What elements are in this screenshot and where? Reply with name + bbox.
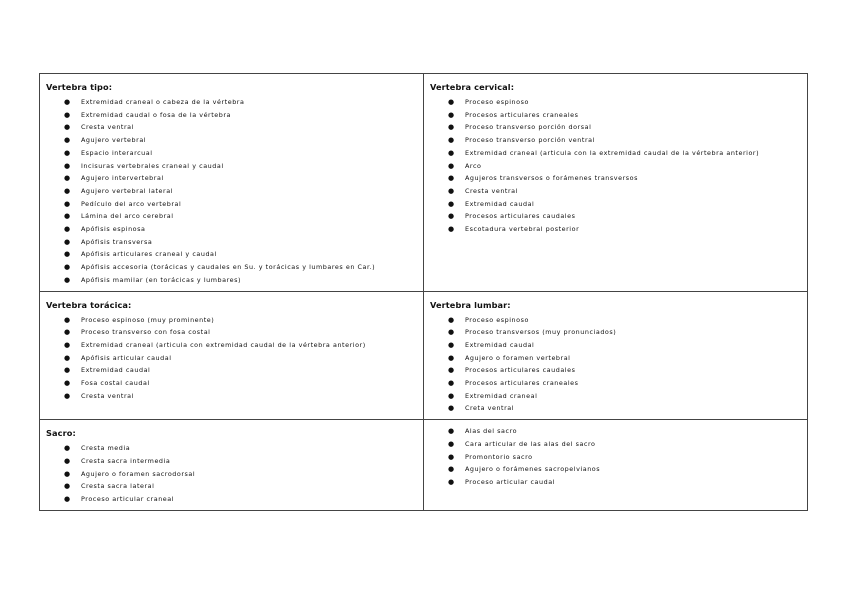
bullet-icon: ●	[64, 482, 71, 491]
cell-title-vertebra-cervical: Vertebra cervical:	[430, 82, 515, 92]
list-item-text: Proceso transversos (muy pronunciados)	[465, 328, 617, 337]
table-row-2	[40, 291, 808, 420]
table-row-1	[40, 74, 808, 292]
list-item-text: Cresta sacra lateral	[81, 482, 155, 491]
bullet-icon: ●	[448, 328, 455, 337]
bullet-icon: ●	[64, 263, 71, 272]
list-item	[448, 377, 803, 390]
list-item	[448, 402, 803, 415]
bullet-icon: ●	[64, 328, 71, 337]
list-item	[64, 274, 419, 287]
list-item	[64, 185, 419, 198]
list-item	[448, 147, 803, 160]
list-item	[64, 236, 419, 249]
bullet-icon: ●	[448, 136, 455, 145]
list-item-text: Procesos articulares craneales	[465, 379, 579, 388]
bullet-icon: ●	[448, 98, 455, 106]
list-item	[64, 455, 419, 468]
list-item	[448, 314, 803, 327]
bullet-icon: ●	[64, 199, 71, 208]
list-item-text: Extremidad craneal (articula con extremidad caudal de la vértebra anterior)	[81, 340, 366, 349]
bullet-icon: ●	[448, 199, 455, 208]
list-item-text: Procesos articulares caudales	[465, 212, 576, 221]
list-item	[448, 160, 803, 173]
list-item-text: Extremidad caudal o fosa de la vértebra	[81, 110, 232, 119]
list-item	[448, 352, 803, 365]
list-item	[64, 134, 419, 147]
bullet-icon: ●	[64, 469, 71, 478]
list-item	[448, 463, 803, 476]
list-item	[448, 210, 803, 223]
list-item-text: Apófisis espinosa	[81, 225, 146, 234]
list-item	[448, 326, 803, 339]
list-item	[448, 109, 803, 122]
list-item-text: Escotadura vertebral posterior	[465, 225, 580, 234]
list-item-text: Proceso articular craneal	[81, 494, 175, 503]
list-item-text: Procesos articulares caudales	[465, 366, 576, 375]
bullet-icon: ●	[448, 379, 455, 388]
cell-vertebra-lumbar	[424, 291, 808, 420]
bullet-icon: ●	[448, 391, 455, 400]
list-item	[64, 493, 419, 506]
list-item	[448, 390, 803, 403]
list-item-text: Agujero vertebral	[81, 136, 147, 145]
list-item-text: Proceso espinoso (muy prominente)	[81, 315, 215, 324]
list-item	[64, 172, 419, 185]
list-item-text: Cresta media	[81, 444, 131, 453]
bullet-icon: ●	[448, 148, 455, 157]
list-item-text: Lámina del arco cerebral	[81, 212, 174, 221]
list-item-text: Apófisis articulares craneal y caudal	[81, 250, 217, 259]
list-item-text: Alas del sacro	[465, 427, 518, 436]
list-item-text: Cresta ventral	[81, 391, 134, 400]
list-item	[448, 134, 803, 147]
bullet-icon: ●	[64, 225, 71, 234]
list-item	[64, 326, 419, 339]
list-item	[448, 364, 803, 377]
bullet-icon: ●	[448, 186, 455, 195]
bullet-icon: ●	[64, 340, 71, 349]
list-item	[64, 468, 419, 481]
list-item-text: Apófisis accesoria (torácicas y caudales en Su. y torácicas y lumbares en Car.)	[81, 263, 376, 272]
list-item-text: Cresta ventral	[81, 123, 134, 132]
list-item-text: Pedículo del arco vertebral	[81, 199, 182, 208]
list-item-text: Espacio interarcual	[81, 148, 153, 157]
list-item	[64, 121, 419, 134]
bullet-icon: ●	[64, 98, 71, 106]
list-item-text: Extremidad craneal (articula con la extremidad caudal de la vértebra anterior)	[465, 148, 760, 157]
list-item-text: Extremidad caudal	[81, 366, 151, 375]
list-item-text: Cresta ventral	[465, 186, 518, 195]
list-item	[64, 147, 419, 160]
cell-vertebra-tipo	[40, 74, 424, 292]
list-item-text: Agujeros transversos o forámenes transversos	[465, 174, 638, 183]
bullet-icon: ●	[64, 353, 71, 362]
cell-vertebra-cervical	[424, 74, 808, 292]
list-vertebra-toracica	[44, 314, 419, 403]
bullet-icon: ●	[64, 366, 71, 375]
list-item	[448, 172, 803, 185]
bullet-icon: ●	[64, 161, 71, 170]
list-item-text: Extremidad craneal o cabeza de la vértebra	[81, 98, 245, 106]
bullet-icon: ●	[64, 275, 71, 284]
list-sacro-continued	[428, 425, 803, 489]
bullet-icon: ●	[64, 379, 71, 388]
list-item	[448, 198, 803, 211]
list-item	[64, 210, 419, 223]
list-item	[64, 480, 419, 493]
list-item-text: Apófisis articular caudal	[81, 353, 172, 362]
list-item-text: Apófisis mamilar (en torácicas y lumbares)	[81, 275, 242, 284]
list-item-text: Incisuras vertebrales craneal y caudal	[81, 161, 224, 170]
list-item	[64, 96, 419, 109]
list-item-text: Extremidad caudal	[465, 199, 535, 208]
cell-vertebra-toracica	[40, 291, 424, 420]
list-item-text: Proceso transverso porción ventral	[465, 136, 595, 145]
list-item-text: Creta ventral	[465, 404, 515, 413]
list-item-text: Proceso espinoso	[465, 98, 529, 106]
list-item	[64, 109, 419, 122]
list-vertebra-cervical	[428, 96, 803, 236]
bullet-icon: ●	[448, 225, 455, 234]
bullet-icon: ●	[64, 174, 71, 183]
list-item	[64, 352, 419, 365]
list-item-text: Cresta sacra intermedia	[81, 456, 171, 465]
list-item	[448, 223, 803, 236]
table-row-3	[40, 420, 808, 511]
list-item	[448, 121, 803, 134]
list-item-text: Apófisis transversa	[81, 237, 153, 246]
cell-title-vertebra-toracica: Vertebra torácica:	[46, 299, 132, 310]
list-item-text: Extremidad caudal	[465, 340, 535, 349]
list-item	[448, 185, 803, 198]
cell-sacro	[40, 420, 424, 511]
list-item	[448, 476, 803, 489]
bullet-icon: ●	[448, 439, 455, 448]
list-item	[64, 261, 419, 274]
list-item-text: Agujero o foramen vertebral	[465, 353, 571, 362]
bullet-icon: ●	[448, 315, 455, 324]
bullet-icon: ●	[448, 477, 455, 486]
list-item-text: Procesos articulares craneales	[465, 110, 579, 119]
list-item-text: Fosa costal caudal	[81, 379, 150, 388]
list-vertebra-lumbar	[428, 314, 803, 416]
list-item	[448, 96, 803, 109]
bullet-icon: ●	[64, 391, 71, 400]
bullet-icon: ●	[448, 123, 455, 132]
bullet-icon: ●	[64, 110, 71, 119]
vertebrae-table	[39, 73, 808, 511]
list-item-text: Proceso transverso porción dorsal	[465, 123, 592, 132]
list-item	[64, 390, 419, 403]
cell-title-vertebra-lumbar: Vertebra lumbar:	[430, 299, 511, 310]
list-item	[448, 425, 803, 438]
bullet-icon: ●	[448, 465, 455, 474]
list-item-text: Promontorio sacro	[465, 452, 533, 461]
bullet-icon: ●	[448, 427, 455, 436]
bullet-icon: ●	[64, 136, 71, 145]
bullet-icon: ●	[64, 494, 71, 503]
list-item-text: Proceso articular caudal	[465, 477, 556, 486]
list-item-text: Proceso espinoso	[465, 315, 529, 324]
bullet-icon: ●	[448, 452, 455, 461]
list-item	[64, 160, 419, 173]
bullet-icon: ●	[64, 186, 71, 195]
list-item-text: Agujero o foramen sacrodorsal	[81, 469, 196, 478]
list-vertebra-tipo	[44, 96, 419, 287]
list-item	[448, 438, 803, 451]
list-item	[64, 198, 419, 211]
list-item-text: Extremidad craneal	[465, 391, 538, 400]
cell-sacro-continued	[424, 420, 808, 511]
bullet-icon: ●	[448, 110, 455, 119]
list-item	[448, 339, 803, 352]
list-item-text: Proceso transverso con fosa costal	[81, 328, 211, 337]
list-item-text: Arco	[465, 161, 482, 170]
list-item	[64, 314, 419, 327]
bullet-icon: ●	[64, 315, 71, 324]
bullet-icon: ●	[64, 237, 71, 246]
bullet-icon: ●	[448, 340, 455, 349]
list-item-text: Agujero intervertebral	[81, 174, 164, 183]
list-item-text: Agujero vertebral lateral	[81, 186, 173, 195]
bullet-icon: ●	[64, 456, 71, 465]
bullet-icon: ●	[448, 161, 455, 170]
cell-title-vertebra-tipo: Vertebra tipo:	[46, 82, 113, 92]
bullet-icon: ●	[448, 174, 455, 183]
list-item	[64, 364, 419, 377]
list-item	[448, 451, 803, 464]
bullet-icon: ●	[64, 444, 71, 453]
bullet-icon: ●	[448, 404, 455, 413]
bullet-icon: ●	[64, 123, 71, 132]
bullet-icon: ●	[448, 353, 455, 362]
list-item	[64, 248, 419, 261]
list-item	[64, 442, 419, 455]
bullet-icon: ●	[64, 148, 71, 157]
cell-title-sacro: Sacro:	[46, 428, 76, 439]
list-item	[64, 223, 419, 236]
bullet-icon: ●	[448, 212, 455, 221]
list-item-text: Cara articular de las alas del sacro	[465, 439, 596, 448]
bullet-icon: ●	[64, 250, 71, 259]
list-item-text: Agujero o forámenes sacropelvianos	[465, 465, 601, 474]
bullet-icon: ●	[448, 366, 455, 375]
list-item	[64, 339, 419, 352]
bullet-icon: ●	[64, 212, 71, 221]
list-sacro	[44, 442, 419, 506]
list-item	[64, 377, 419, 390]
